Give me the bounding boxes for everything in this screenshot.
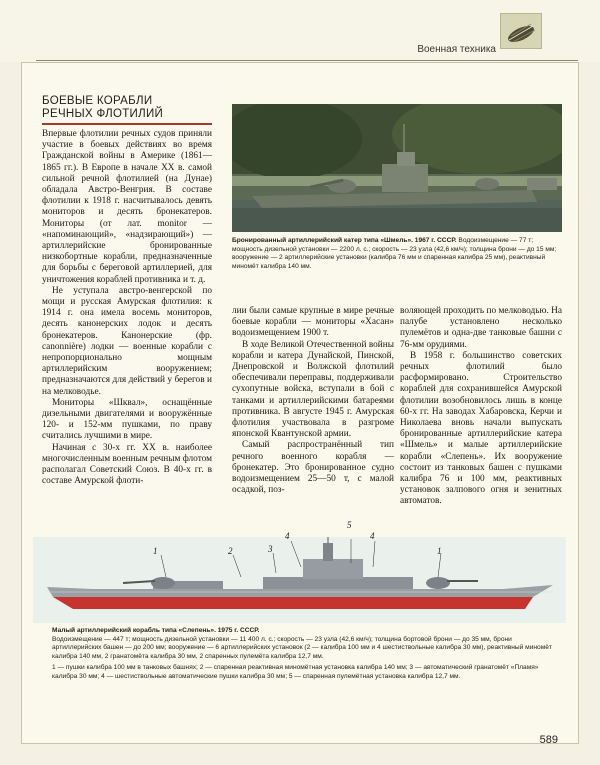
sidebar-heading-line2: РЕЧНЫХ ФЛОТИЛИЙ: [42, 108, 164, 120]
section-emblem: [500, 13, 542, 49]
diagram-label-5: 5: [347, 520, 352, 530]
diagram-label-1b: 1: [437, 546, 442, 556]
sidebar-text: [42, 129, 212, 488]
sidebar-heading-line1: БОЕВЫЕ КОРАБЛИ: [42, 95, 153, 107]
page-number: 589: [539, 734, 558, 746]
column-2-text: [232, 306, 394, 496]
paragraph: лии были самые крупные в мире речные боевые корабли — мониторы «Хасан» водоизмещением 1900 т.: [232, 306, 394, 339]
diagram-label-1: 1: [153, 546, 158, 556]
paragraph: В 1958 г. большинство советских речных флотилий было расформировано. Строительство кораблей для сохранившейся Амурской флотилии возобновилось лишь в конце 60-х гг. На заводах Хабаровска, Керчи и Николаева вновь начали выпускать бронированные артиллерийские катера «Шмель» и малые артиллерийские корабли «Слепень». Их вооружение состоит из танковых башен с пушками калибра 76 и 100 мм, реактивных установок залпового огня и зенитных автоматов.: [400, 350, 562, 507]
diagram-caption-title: Малый артиллерийский корабль типа «Слепень». 1975 г. СССР.: [52, 627, 260, 634]
paragraph: Не уступала австро-венгерской по мощи и русская Амурская флотилия: к 1914 г. она имела восемь мониторов, десять канонерских лодок и десять бронекатеров. Канонерские (фр. canonnière) лодки — военные корабли с непропорционально мощным артиллерийским вооружением; предназначаются для действий у берегов и на мелководье.: [42, 285, 212, 397]
column-3-text: [400, 306, 562, 508]
photo-caption-title: Бронированный артиллерийский катер типа «Шмель». 1967 г. СССР.: [232, 237, 457, 244]
paragraph: Впервые флотилии речных судов приняли участие в боевых действиях во время Гражданской войны в Америке (1861—1865 гг.). В Европе в начале XX в. самой сильной речной флотилией (на Дунае) обладала Австро-Венгрия. В составе флотилии к 1918 г. насчитывалось девять мониторов и десять бронекатеров. Мониторы (от лат. monitor — «напоминающий», «надзирающий») — артиллерийские бронированные низкобортные корабли, предназначенные для борьбы с береговой артиллерией, для уничтожения кораблей противника и т. д.: [42, 129, 212, 285]
photo-caption: [232, 237, 562, 271]
diagram-caption: [52, 627, 562, 681]
slepen-diagram: [33, 537, 566, 623]
paragraph: В ходе Великой Отечественной войны корабли и катера Дунайской, Пинской, Днепровской и Волжской флотилий обеспечивали переправы, поддерживали сухопутные войска, вступали в бой с танками и артиллерийскими батареями противника. В августе 1945 г. Амурская флотилия участвовала в разгроме японской Квантунской армии.: [232, 339, 394, 440]
section-title: Военная техника: [417, 44, 496, 55]
diagram-label-4: 4: [285, 531, 290, 541]
header-rule: [36, 60, 578, 61]
photo-caption-text: Водоизмещение — 77 т; мощность дизельной установки — 2200 л. с.; скорость — 23 узла (42,6 км/ч); толщина брони — до 15 мм; вооружение — 2 артиллерийские установки (калибра 76 мм и спаренная калибра 25 мм), реактивный миномёт калибра 140 мм.: [232, 237, 557, 270]
diagram-label-4b: 4: [370, 531, 375, 541]
paragraph: Самый распространённый тип речного военного корабля — бронекатер. Это бронированное судно водоизмещением 25—50 т, с малой осадкой, поз-: [232, 440, 394, 496]
heading-rule: [42, 123, 212, 125]
sidebar-heading: [42, 95, 212, 121]
diagram-label-2: 2: [228, 546, 233, 556]
shmel-photo: [232, 104, 562, 232]
paragraph: Мониторы «Шквал», оснащённые дизельными двигателями и вооружённые 120- и 152-мм пушками, по праву считались лучшими в мире.: [42, 397, 212, 442]
paragraph: Начиная с 30-х гг. XX в. наиболее многочисленным военным речным флотом располагал Советский Союз. В 40-х гг. в составе Амурской флоти-: [42, 442, 212, 487]
diagram-caption-legend: 1 — пушки калибра 100 мм в танковых башнях; 2 — спаренная реактивная миномётная установка калибра 140 мм; 3 — автоматический гранатомёт «Пламя» калибра 30 мм; 4 — шестиствольные автоматические пушки калибра 30 мм; 5 — спаренная пулемётная установка калибра 12,7 мм.: [52, 664, 539, 680]
paragraph: воляющей проходить по мелководью. На палубе установлено несколько пулемётов и одна-две танковые башни с 76-мм орудиями.: [400, 306, 562, 350]
diagram-label-3: 3: [268, 544, 273, 554]
diagram-caption-text: Водоизмещение — 447 т; мощность дизельной установки — 11 400 л. с.; скорость — 23 узла (42,6 км/ч); толщина бортовой брони — до 35 мм, брони артиллерийских башен — до 200 мм; вооружение — 6 артиллерийских установок (2 — калибра 100 мм и 4 шестиствольные калибра 30 мм), реактивный миномёт калибра 140 мм, 2 гранатомёта калибра 30 мм, 2 спаренных пулемёта калибра 12,7 мм.: [52, 635, 552, 660]
